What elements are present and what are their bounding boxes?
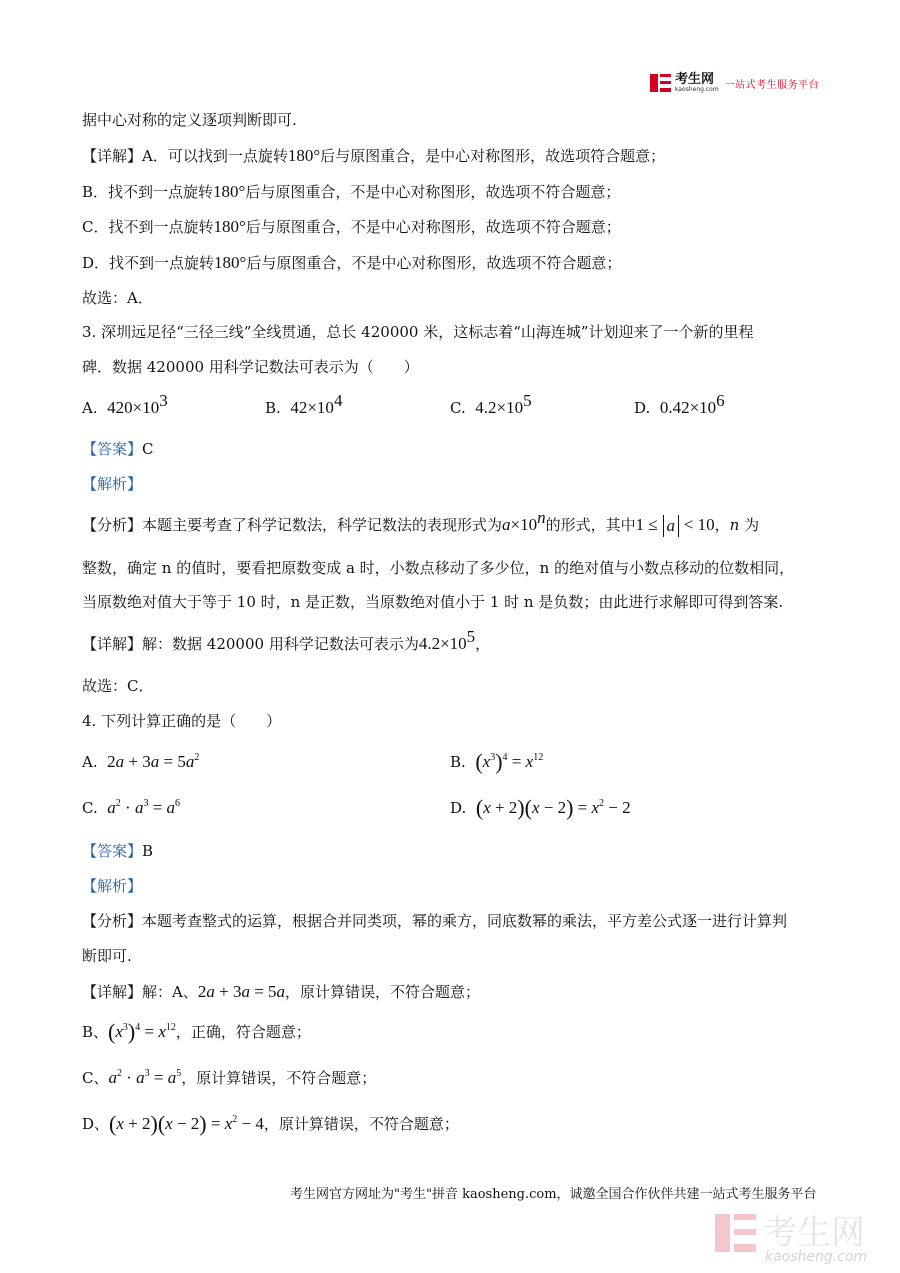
q3-fenxi-line2: 整数，确定 n 的值时，要看把原数变成 a 时，小数点移动了多少位，n 的绝对值与小数点移动的位数相同， — [82, 559, 795, 577]
watermark-url: kaosheng.com — [765, 1249, 868, 1265]
q4-option-a: A. $2a + 3a = 5a^2$ — [82, 752, 200, 771]
q3-option-d: D. 0.42×106 — [634, 391, 725, 417]
page-footer: 考生网官方网址为"考生"拼音 kaosheng.com，诚邀全国合作伙伴共建一站式考生服务平台 — [290, 1187, 817, 1202]
q4-detail-b: B、$(x^3)^4 = x^{12}$，正确，符合题意； — [82, 1019, 311, 1044]
watermark-text: 考生网 — [763, 1213, 865, 1253]
q3-fenxi-line3: 当原数绝对值大于等于 10 时，n 是正数，当原数绝对值小于 1 时 n 是负数；由此进行求解即可得到答案. — [82, 593, 784, 611]
q4-detail-d: D、$(x + 2)(x - 2) = x^2 - 4$，原计算错误，不符合题意； — [82, 1111, 459, 1136]
q3-option-c: C. 4.2×105 — [450, 391, 532, 417]
q4-fenxi-line1: 【分析】本题考查整式的运算，根据合并同类项，幂的乘方，同底数幂的乘法，平方差公式逐一进行计算判 — [82, 912, 788, 930]
watermark-icon — [715, 1210, 757, 1256]
q4-fenxi-line2: 断即可. — [82, 947, 132, 965]
q3-answer: 【答案】C — [82, 440, 154, 458]
q3-option-b: B. 42×104 — [265, 391, 343, 417]
q3-choose: 故选：C． — [82, 677, 154, 695]
q4-option-d: D. $(x + 2)(x - 2) = x^2 - 2$ — [450, 795, 631, 820]
q2-detail-b: B．找不到一点旋转180°后与原图重合，不是中心对称图形，故选项不符合题意； — [82, 182, 621, 201]
q3-stem-line2: 碑．数据 420000 用科学记数法可表示为（ ） — [82, 358, 419, 376]
q4-option-c: C. $a^2 \cdot a^3 = a^6$ — [82, 798, 181, 817]
header-logo — [650, 72, 819, 94]
q3-option-a: A. 420×103 — [82, 391, 168, 417]
q4-option-b: B. $(x^3)^4 = x^{12}$ — [450, 749, 544, 774]
q3-analysis-tag: 【解析】 — [82, 475, 143, 493]
q2-analysis-tail: 据中心对称的定义逐项判断即可. — [82, 111, 297, 129]
q4-detail-c: C、$a^2 \cdot a^3 = a^5$，原计算错误，不符合题意； — [82, 1068, 377, 1087]
q2-choose: 故选：A． — [82, 289, 153, 307]
header-slogan: 一站式考生服务平台 — [724, 79, 820, 91]
q4-analysis-tag: 【解析】 — [82, 877, 143, 895]
q4-answer: 【答案】B — [82, 842, 154, 860]
q2-detail-c: C．找不到一点旋转180°后与原图重合，不是中心对称图形，故选项不符合题意； — [82, 217, 621, 236]
q2-detail-a: 【详解】A．可以找到一点旋转180°后与原图重合，是中心对称图形，故选项符合题意； — [82, 146, 666, 165]
q4-detail-a: 【详解】解：A、2a + 3a = 5a，原计算错误，不符合题意； — [82, 982, 481, 1001]
q2-detail-d: D．找不到一点旋转180°后与原图重合，不是中心对称图形，故选项不符合题意； — [82, 253, 622, 272]
logo-url: kaosheng.com — [675, 85, 719, 93]
q3-fenxi-line1: 【分析】本题主要考查了科学记数法，科学记数法的表现形式为a×10n的形式，其中1 ≤ a < 10，n 为 — [82, 508, 760, 535]
q4-stem: 4. 下列计算正确的是（ ） — [82, 712, 282, 730]
q3-stem-line1: 3. 深圳远足径“三径三线”全线贯通，总长 420000 米，这标志着“山海连城”计划迎来了一个新的里程 — [82, 323, 754, 341]
q3-detail: 【详解】解：数据 420000 用科学记数法可表示为4.2×105， — [82, 627, 491, 653]
kaosheng-logo-icon — [650, 72, 672, 94]
logo-text: 考生网 — [675, 71, 715, 87]
